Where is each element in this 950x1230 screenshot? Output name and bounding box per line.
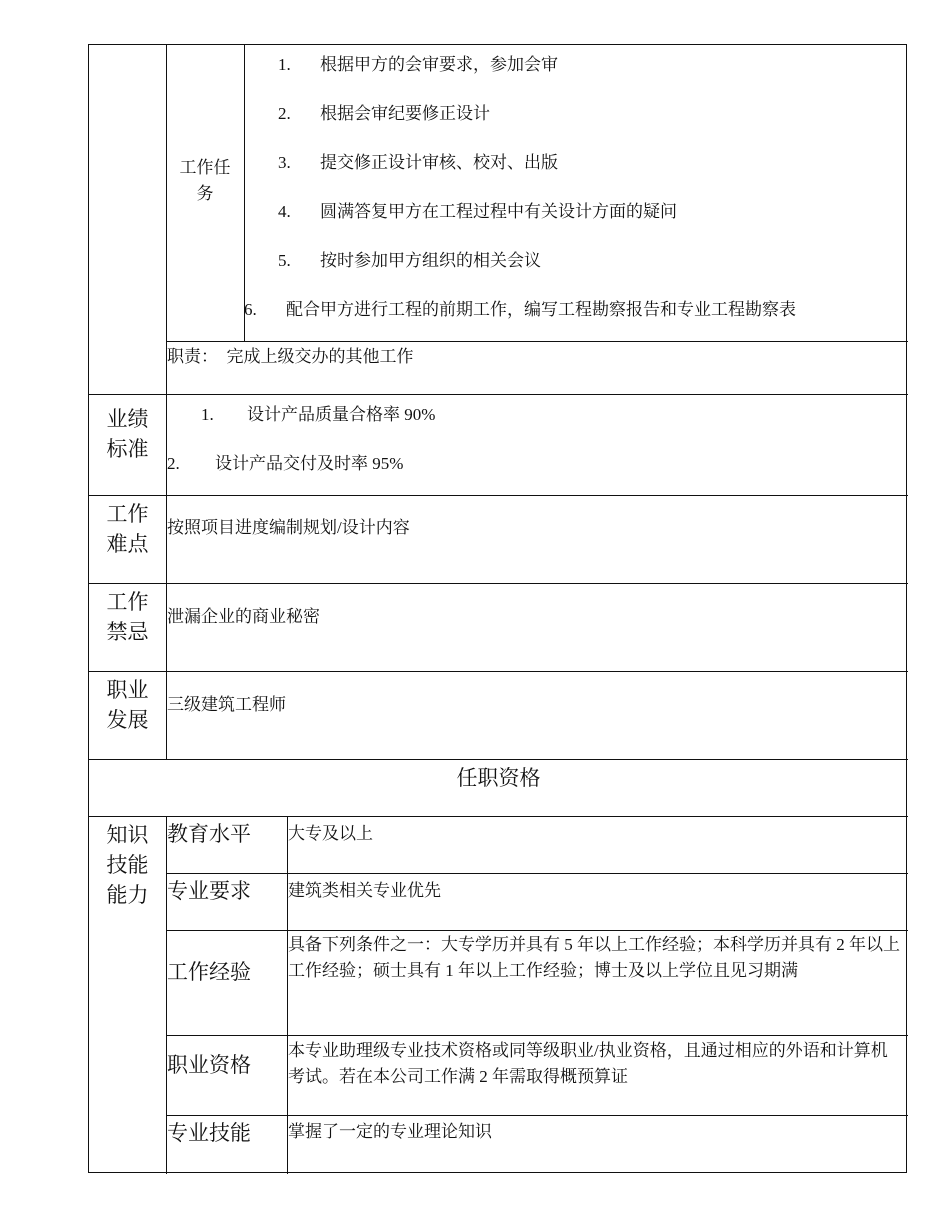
task-item-1: [278, 50, 558, 75]
career-label-line2: 发展: [106, 708, 149, 732]
experience-value: 具备下列条件之一：大专学历并具有 5 年以上工作经验；本科学历并具有 2 年以上工作经验；硕士具有 1 年以上工作经验；博士及以上学位且见习期满: [288, 935, 900, 980]
divider-knowledge-row-5: [166, 1115, 908, 1116]
difficulty-label-line2: 难点: [106, 532, 149, 556]
major-value: 建筑类相关专业优先: [288, 881, 441, 900]
job-description-table: [88, 44, 907, 1173]
performance-item-2: [167, 449, 403, 474]
taboo-label-line1: 工作: [106, 590, 149, 614]
taboo-text: 泄漏企业的商业秘密: [167, 607, 320, 626]
task-item-number: 4.: [278, 202, 291, 221]
task-item-number: 6.: [244, 300, 257, 319]
skills-value: 掌握了一定的专业理论知识: [288, 1122, 492, 1141]
task-item-6: [244, 295, 796, 320]
divider-col-label: [166, 45, 167, 760]
career-text: 三级建筑工程师: [167, 695, 286, 714]
task-item-4: [278, 197, 677, 222]
knowledge-label-line1: 知识: [106, 823, 149, 847]
divider-knowledge-row-3: [166, 930, 908, 931]
performance-item-text: 设计产品质量合格率 90%: [247, 405, 436, 424]
divider-knowledge: [89, 816, 908, 817]
performance-item-number: 1.: [201, 405, 214, 424]
knowledge-label-line2: 技能: [106, 853, 149, 877]
career-label-line1: 职业: [106, 678, 149, 702]
divider-performance: [89, 394, 908, 395]
difficulty-text: 按照项目进度编制规划/设计内容: [167, 518, 410, 537]
task-item-text: 圆满答复甲方在工程过程中有关设计方面的疑问: [320, 202, 677, 221]
task-item-5: [278, 246, 541, 271]
experience-label: 工作经验: [167, 960, 251, 984]
major-label: 专业要求: [167, 879, 251, 903]
performance-label-line1: 业绩: [106, 407, 149, 431]
tasks-label-line1: 工作任: [179, 158, 231, 177]
task-item-text: 根据会审纪要修正设计: [320, 104, 490, 123]
tasks-label-line2: 务: [196, 184, 214, 203]
duty-text: 职责： 完成上级交办的其他工作: [167, 347, 414, 366]
taboo-label-line2: 禁忌: [106, 620, 149, 644]
skills-label: 专业技能: [167, 1121, 251, 1145]
certification-label: 职业资格: [167, 1053, 251, 1077]
knowledge-label: [89, 820, 166, 910]
task-item-text: 提交修正设计审核、校对、出版: [320, 153, 558, 172]
task-item-3: [278, 148, 558, 173]
performance-item-1: [201, 400, 435, 425]
difficulty-label-line1: 工作: [106, 502, 149, 526]
difficulty-label: [89, 499, 166, 559]
task-item-text: 配合甲方进行工程的前期工作，编写工程勘察报告和专业工程勘察表: [286, 300, 796, 319]
divider-knowledge-row-2: [166, 873, 908, 874]
performance-label-line2: 标准: [106, 437, 149, 461]
divider-knowledge-row-4: [166, 1035, 908, 1036]
knowledge-label-line3: 能力: [106, 883, 149, 907]
performance-item-number: 2.: [167, 454, 180, 473]
task-item-2: [278, 99, 490, 124]
taboo-label: [89, 587, 166, 647]
certification-value: 本专业助理级专业技术资格或同等级职业/执业资格，且通过相应的外语和计算机考试。若在本公司工作满 2 年需取得概预算证: [288, 1041, 888, 1086]
tasks-label: [166, 155, 244, 207]
performance-item-text: 设计产品交付及时率 95%: [215, 454, 404, 473]
divider-duty: [166, 341, 908, 342]
education-label: 教育水平: [167, 822, 251, 846]
education-value: 大专及以上: [288, 824, 373, 843]
performance-label: [89, 404, 166, 464]
task-item-number: 5.: [278, 251, 291, 270]
career-label: [89, 675, 166, 735]
divider-difficulty: [89, 495, 908, 496]
task-item-text: 按时参加甲方组织的相关会议: [320, 251, 541, 270]
task-item-number: 1.: [278, 55, 291, 74]
task-item-text: 根据甲方的会审要求，参加会审: [320, 55, 558, 74]
divider-qualification: [89, 759, 908, 760]
divider-career: [89, 671, 908, 672]
task-item-number: 3.: [278, 153, 291, 172]
divider-taboo: [89, 583, 908, 584]
task-item-number: 2.: [278, 104, 291, 123]
qualification-header: 任职资格: [456, 766, 541, 790]
